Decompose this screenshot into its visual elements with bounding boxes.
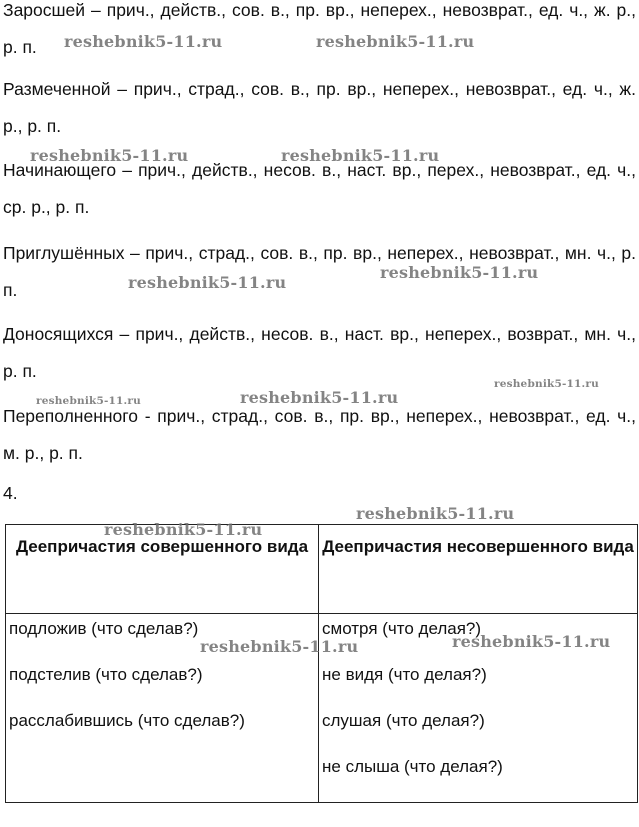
paragraph-5: Доносящихся – прич., действ., несов. в., наст. вр., неперех., возврат., мн. ч., р. п. — [3, 324, 636, 381]
list-item: не слыша (что делая?) — [322, 757, 503, 776]
watermark: reshebnik5-11.ru — [494, 378, 599, 390]
list-item: смотря (что делая?) — [322, 619, 482, 638]
watermark: reshebnik5-11.ru — [452, 632, 611, 651]
header-perfective: Деепричастия совершенного вида — [6, 525, 319, 614]
header-imperfective: Деепричастия несовершенного вида — [319, 525, 638, 614]
list-item: расслабившись (что сделав?) — [9, 711, 245, 730]
watermark: reshebnik5-11.ru — [380, 263, 539, 282]
watermark: reshebnik5-11.ru — [104, 520, 263, 539]
watermark: reshebnik5-11.ru — [200, 637, 359, 656]
table-header-row — [6, 525, 638, 614]
watermark: reshebnik5-11.ru — [36, 395, 141, 407]
list-item: подстелив (что сделав?) — [9, 665, 203, 684]
list-item: подложив (что сделав?) — [9, 619, 199, 638]
section-number: 4. — [3, 483, 18, 503]
watermark: reshebnik5-11.ru — [64, 32, 223, 51]
watermark: reshebnik5-11.ru — [240, 388, 399, 407]
gerunds-table — [5, 524, 638, 803]
paragraph-4: Приглушённых – прич., страд., сов. в., пр. вр., неперех., невозврат., мн. ч., р. п. — [3, 243, 636, 300]
watermark: reshebnik5-11.ru — [281, 146, 440, 165]
list-item: слушая (что делая?) — [322, 711, 485, 730]
list-item: не видя (что делая?) — [322, 665, 487, 684]
paragraph-6: Переполненного - прич., страд., сов. в., пр. вр., неперех., невозврат., ед. ч., м. р., р. п. — [3, 406, 636, 463]
watermark: reshebnik5-11.ru — [356, 504, 515, 523]
watermark: reshebnik5-11.ru — [128, 273, 287, 292]
paragraph-1: Заросшей – прич., действ., сов. в., пр. вр., неперех., невозврат., ед. ч., ж. р., р. п. — [3, 0, 636, 57]
paragraph-3: Начинающего – прич., действ., несов. в., наст. вр., перех., невозврат., ед. ч., ср. р., р. п. — [3, 160, 636, 217]
watermark: reshebnik5-11.ru — [316, 32, 475, 51]
watermark: reshebnik5-11.ru — [30, 146, 189, 165]
paragraph-2: Размеченной – прич., страд., сов. в., пр. вр., неперех., невозврат., ед. ч., ж. р., р. п. — [3, 79, 636, 136]
